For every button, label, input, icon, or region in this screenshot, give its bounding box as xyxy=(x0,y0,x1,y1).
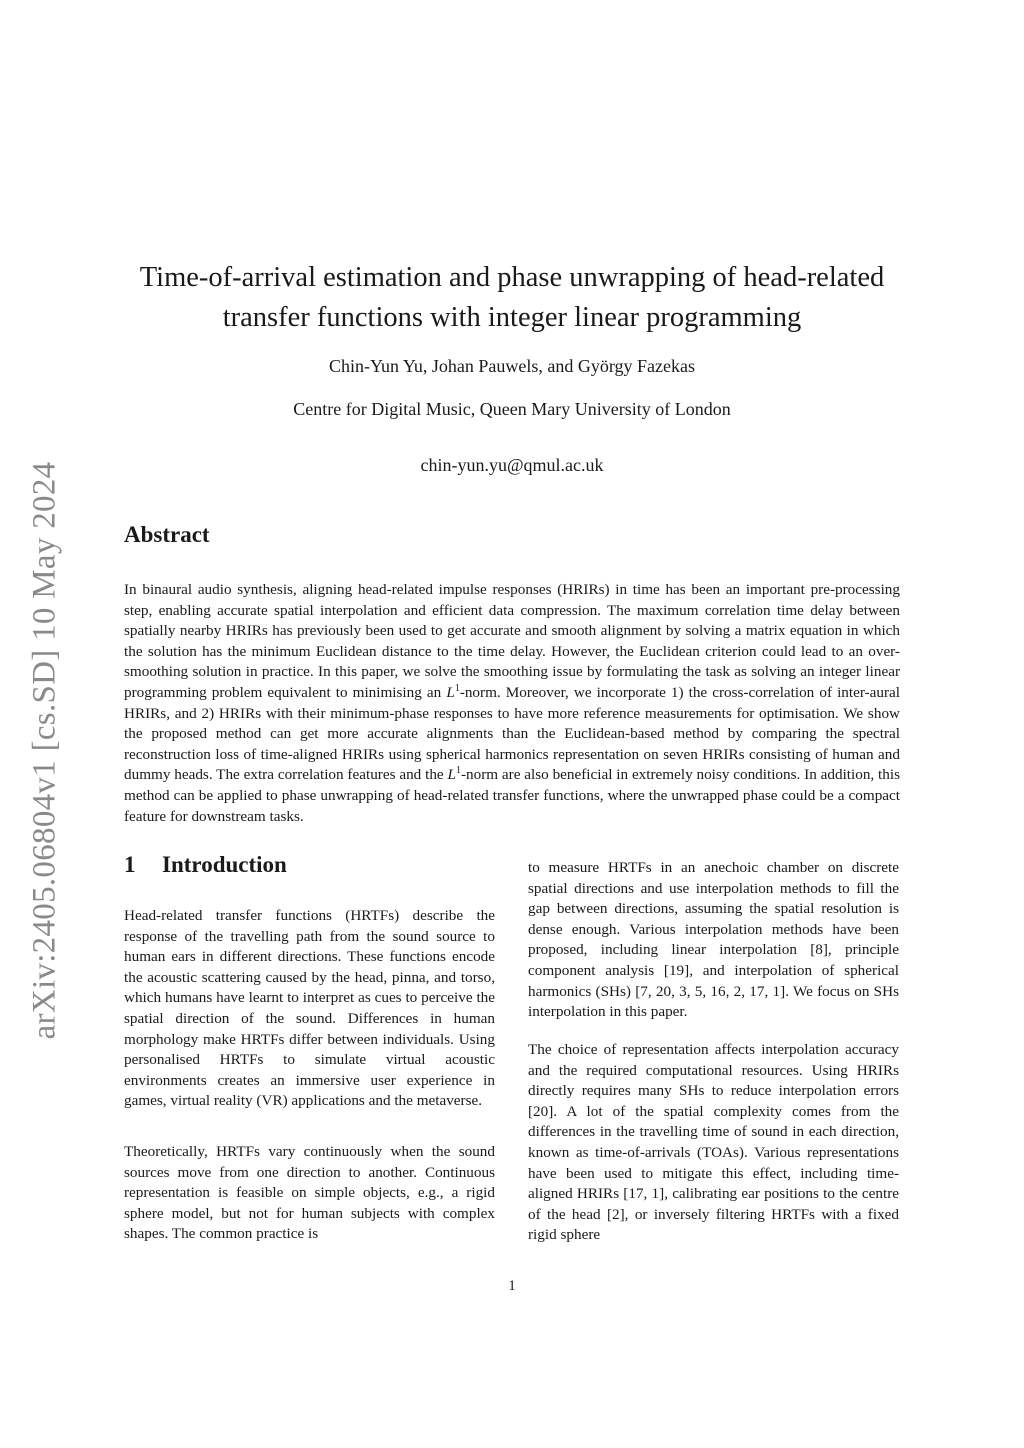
intro-left-paragraph-1: Head-related transfer functions (HRTFs) describe the response of the travelling path from the sound source to human ears in different directions. These functions encode the acoustic scattering caused by the head, pinna, and torso, which humans have learnt to interpret as cues to perceive the spatial direction of the sound. Differences in human morphology make HRTFs differ between individuals. Using personalised HRTFs to simulate virtual acoustic environments creates an immersive user experience in games, virtual reality (VR) applications and the metaverse. xyxy=(124,907,495,1110)
arxiv-identifier-text: arXiv:2405.06804v1 [cs.SD] 10 May 2024 xyxy=(26,461,63,1039)
paper-authors: Chin-Yun Yu, Johan Pauwels, and György Fazekas xyxy=(329,356,695,376)
abstract-body xyxy=(124,580,900,827)
page-number: 1 xyxy=(508,1278,516,1294)
section-number: 1 xyxy=(124,852,136,877)
math-symbol-l: L xyxy=(446,683,455,701)
abstract-text-part-1: In binaural audio synthesis, aligning head-related impulse responses (HRIRs) in time has been an important pre-processing step, enabling accurate spatial interpolation and efficient data compression. The maximum correlation time delay between spatially nearby HRIRs has previously been used to get accurate and smooth alignment by solving a matrix equation in which the solution has the minimum Euclidean distance to the time delay. However, the Euclidean criterion could lead to an over-smoothing solution in practice. In this paper, we solve the smoothing issue by formulating the task as solving an integer linear programming problem equivalent to minimising an xyxy=(124,581,900,701)
abstract-text-part-3: -norm are also beneficial in extremely noisy conditions. In addition, this method can be applied to phase unwrapping of head-related transfer functions, where the unwrapped phase could be a compact feature for downstream tasks. xyxy=(124,766,900,825)
introduction-heading xyxy=(124,852,287,878)
intro-right-paragraph-1: to measure HRTFs in an anechoic chamber on discrete spatial directions and use interpolation methods to fill the gap between directions, assuming the spatial resolution is dense enough. Various interpolation methods have been proposed, including linear interpolation [8], principle component analysis [19], and interpolation of spherical harmonics (SHs) [7, 20, 3, 5, 16, 2, 17, 1]. We focus on SHs interpolation in this paper. xyxy=(528,859,899,1021)
author-email: chin-yun.yu@qmul.ac.uk xyxy=(420,455,604,475)
arxiv-identifier-stamp xyxy=(14,440,76,1060)
abstract-heading: Abstract xyxy=(124,522,210,547)
paper-affiliation: Centre for Digital Music, Queen Mary University of London xyxy=(293,399,731,419)
section-title: Introduction xyxy=(162,852,287,877)
abstract-text-part-2: -norm. Moreover, we incorporate 1) the cross-correlation of inter-aural HRIRs, and 2) HRIRs with their minimum-phase responses to have more reference measurements for optimisation. We show the proposed method can get more accurate alignments than the Euclidean-based method by comparing the spectral reconstruction loss of time-aligned HRIRs using spherical harmonics representation on seven HRIRs consisting of human and dummy heads. The extra correlation features and the xyxy=(124,683,901,784)
math-symbol-l-second: L xyxy=(447,766,456,784)
paper-title xyxy=(110,258,914,338)
paper-title-line-2: transfer functions with integer linear programming xyxy=(222,302,802,333)
intro-right-paragraph-2: The choice of representation affects interpolation accuracy and the required computational resources. Using HRIRs directly requires many SHs to reduce interpolation errors [20]. A lot of the spatial complexity comes from the differences in the travelling time of sound in each direction, known as time-of-arrivals (TOAs). Various representations have been used to mitigate this effect, including time-aligned HRIRs [17, 1], calibrating ear positions to the centre of the head [2], or inversely filtering HRTFs with a fixed rigid sphere xyxy=(528,1041,899,1244)
paper-title-line-1: Time-of-arrival estimation and phase unwrapping of head-related xyxy=(139,262,885,293)
math-superscript-1: 1 xyxy=(454,682,460,694)
math-superscript-1-second: 1 xyxy=(455,765,461,777)
intro-left-paragraph-2: Theoretically, HRTFs vary continuously when the sound sources move from one direction to another. Continuous representation is feasible on simple objects, e.g., a rigid sphere model, but not for human subjects with complex shapes. The common practice is xyxy=(124,1143,495,1243)
